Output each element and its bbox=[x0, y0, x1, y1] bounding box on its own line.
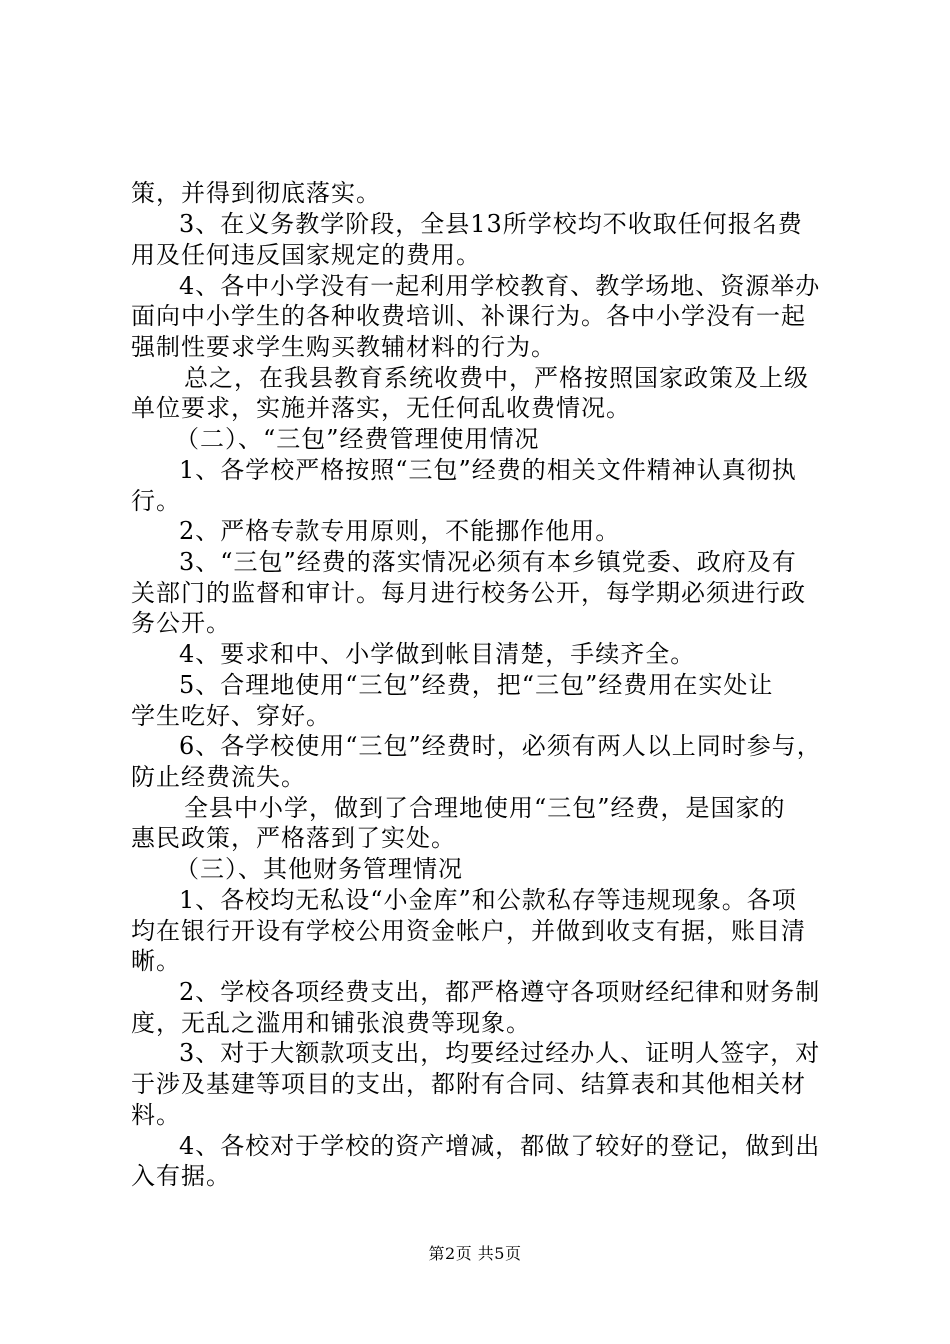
text-line: 全县中小学，做到了合理地使用“三包”经费，是国家的 bbox=[184, 794, 786, 822]
text-line: 关部门的监督和审计。每月进行校务公开，每学期必须进行政 bbox=[131, 579, 806, 607]
text-line: 于涉及基建等项目的支出，都附有合同、结算表和其他相关材 bbox=[131, 1070, 806, 1098]
text-line: 行。 bbox=[131, 487, 181, 515]
text-line: 总之，在我县教育系统收费中，严格按照国家政策及上级 bbox=[184, 364, 809, 392]
text-line: 4、各中小学没有一起利用学校教育、教学场地、资源举办 bbox=[179, 272, 821, 300]
text-line: 用及任何违反国家规定的费用。 bbox=[131, 241, 481, 269]
text-line: 1、各学校严格按照“三包”经费的相关文件精神认真彻执 bbox=[179, 456, 797, 484]
page-number-footer: 第2页 共5页 bbox=[428, 1244, 522, 1263]
text-line: 度，无乱之滥用和铺张浪费等现象。 bbox=[131, 1009, 531, 1037]
text-line: 均在银行开设有学校公用资金帐户，并做到收支有据，账目清 bbox=[131, 917, 806, 945]
text-line: 料。 bbox=[131, 1101, 181, 1129]
text-line: 惠民政策，严格落到了实处。 bbox=[131, 824, 456, 852]
text-line: 3、对于大额款项支出，均要经过经办人、证明人签字，对 bbox=[179, 1039, 821, 1067]
text-line: 3、“三包”经费的落实情况必须有本乡镇党委、政府及有 bbox=[179, 548, 797, 576]
text-line: 2、学校各项经费支出，都严格遵守各项财经纪律和财务制 bbox=[179, 978, 821, 1006]
text-line: 面向中小学生的各种收费培训、补课行为。各中小学没有一起 bbox=[131, 302, 806, 330]
text-line: 学生吃好、穿好。 bbox=[131, 702, 331, 730]
text-line: 5、合理地使用“三包”经费，把“三包”经费用在实处让 bbox=[179, 671, 774, 699]
text-line: 强制性要求学生购买教辅材料的行为。 bbox=[131, 333, 556, 361]
text-line: 务公开。 bbox=[131, 609, 231, 637]
section-heading: （二）、“三包”经费管理使用情况 bbox=[175, 425, 540, 453]
text-line: 单位要求，实施并落实，无任何乱收费情况。 bbox=[131, 394, 631, 422]
text-line: 2、严格专款专用原则，不能挪作他用。 bbox=[179, 517, 621, 545]
text-line: 策，并得到彻底落实。 bbox=[131, 179, 381, 207]
text-line: 入有据。 bbox=[131, 1162, 231, 1190]
section-heading: （三）、其他财务管理情况 bbox=[175, 855, 463, 883]
text-line: 3、在义务教学阶段，全县13所学校均不收取任何报名费 bbox=[179, 210, 803, 238]
text-line: 4、要求和中、小学做到帐目清楚，手续齐全。 bbox=[179, 640, 696, 668]
text-line: 晰。 bbox=[131, 947, 181, 975]
text-line: 1、各校均无私设“小金库”和公款私存等违规现象。各项 bbox=[179, 886, 797, 914]
text-line: 防止经费流失。 bbox=[131, 763, 306, 791]
text-line: 4、各校对于学校的资产增减，都做了较好的登记，做到出 bbox=[179, 1132, 821, 1160]
text-line: 6、各学校使用“三包”经费时，必须有两人以上同时参与， bbox=[179, 732, 822, 760]
